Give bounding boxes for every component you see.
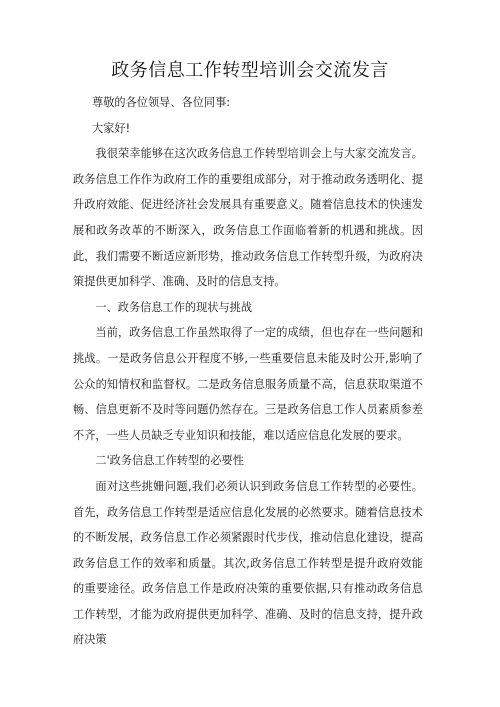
salutation-line: 尊敬的各位领导、各位同事: [92,96,231,109]
document-title: 政务信息工作转型培训会交流发言 [111,60,389,81]
greeting-line: 大家好! [92,121,131,135]
section-heading-2: 二'政务信息工作转型的必要性 [95,454,244,468]
document-body [73,90,423,653]
paragraph-necessity: 面对这些挑姗问题,我们必须认识到政务信息工作转型的必要性。首先，政务信息工作转型是适应信息化发展的必然要求。随着信息技术的不断发展，政务信息工作必须紧跟时代步伐，推动信息化建设，提高政务信息工作的效率和质量。其次,政务信息工作转型是提升政府效能的重要途径。政务信息工作是政府决策的重要依据,只有推动政务信息工作转型，才能为政府提供更加科学、准确、及时的信息支持，提升政府决策 [73,479,423,647]
paragraph-status: 当前，政务信息工作虽然取得了一定的成绩，但也存在一些问题和挑战。一是政务信息公开程度不够,一些重要信息未能及时公开,影响了公众的知情权和监督权。二是政务信息服务质量不高，信息获取渠道不畅、信息更新不及时等问题仍然存在。三是政务信息工作人员素质参差不齐，一些人员缺乏专业知识和技能，难以适应信息化发展的要求。 [73,326,423,442]
paragraph-intro: 我很荣幸能够在这次政务信息工作转型培训会上与大家交流发言。政务信息工作作为政府工作的重要组成部分，对于推动政务透明化、提升政府效能、促进经济社会发展具有重要意义。随着信息技术的快速发展和政务改革的不断深入，政务信息工作面临着新的机遇和挑战。因此，我们需要不断适应新形势，推动政务信息工作转型升级，为政府决策提供更加科学、准确、及时的信息支持。 [73,147,423,289]
section-heading-1: 一、政务信息工作的现状与挑战 [95,300,253,314]
